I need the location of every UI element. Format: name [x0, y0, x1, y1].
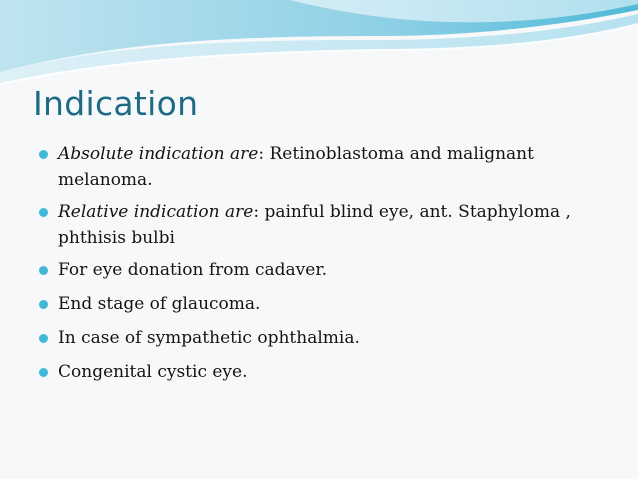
bullet-item-absolute: [38, 141, 618, 193]
bullet-item-glaucoma: [38, 291, 618, 317]
bullet-icon: [39, 300, 48, 309]
bullet-icon: [39, 266, 48, 275]
bullet-item-eye-donation: [38, 257, 618, 283]
bullet-item-cystic-eye: [38, 359, 618, 385]
bullet-lead: Relative indication are: [58, 202, 254, 222]
bullet-text: For eye donation from cadaver.: [58, 260, 327, 280]
bullet-item-sympathetic-ophthalmia: [38, 325, 618, 351]
bullet-icon: [39, 208, 48, 217]
bullet-text: End stage of glaucoma.: [58, 294, 261, 314]
bullet-icon: [39, 368, 48, 377]
bullet-item-relative: [38, 199, 618, 251]
bullet-icon: [39, 150, 48, 159]
bullet-text: : painful blind eye, ant. Staphyloma , phthisis bulbi: [58, 202, 571, 248]
decorative-wave-header: [0, 0, 638, 90]
bullet-lead: Absolute indication are: [58, 144, 259, 164]
bullet-text: Congenital cystic eye.: [58, 362, 248, 382]
bullet-text: In case of sympathetic ophthalmia.: [58, 328, 360, 348]
bullet-icon: [39, 334, 48, 343]
slide-title: Indication: [33, 84, 199, 123]
bullet-list: [38, 141, 618, 393]
bullet-text: : Retinoblastoma and malignant melanoma.: [58, 144, 534, 190]
